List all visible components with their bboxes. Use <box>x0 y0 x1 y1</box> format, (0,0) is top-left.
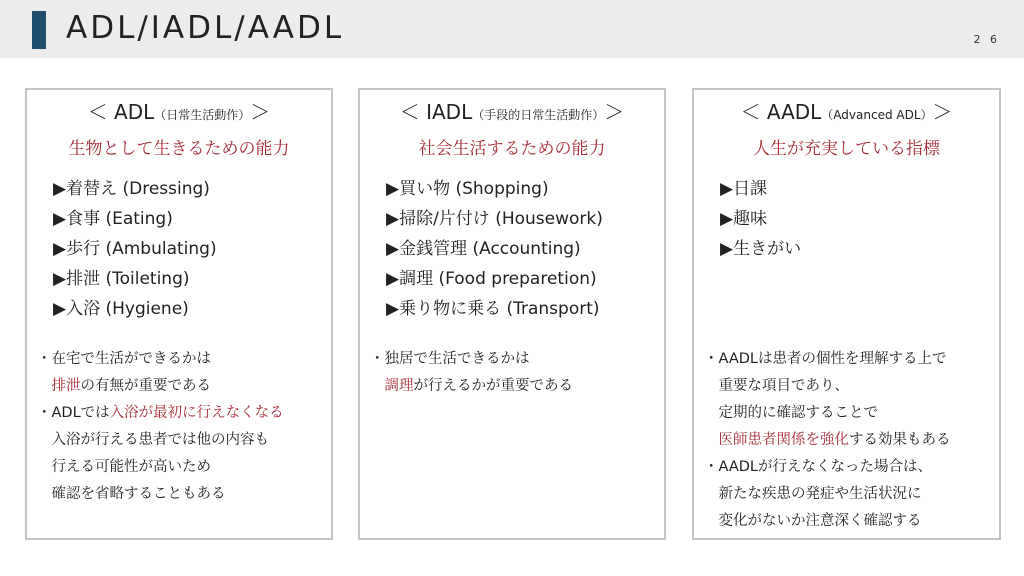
note-text: する効果もある <box>849 432 951 448</box>
note-line <box>704 481 951 508</box>
slide-title: ADL/IADL/AADL <box>66 10 345 46</box>
note-highlight: 調理 <box>384 378 414 394</box>
list-item: ▶日課 <box>720 179 768 199</box>
card-heading <box>694 98 999 129</box>
note-line <box>704 373 951 400</box>
note-line <box>704 400 951 427</box>
list-item: ▶調理 (Food preparetion) <box>386 269 597 289</box>
item-list <box>720 174 801 264</box>
card-heading <box>360 98 664 129</box>
note-line <box>704 427 951 454</box>
header-accent-bar <box>32 11 46 49</box>
card-iadl <box>358 88 666 540</box>
note-line: ・独居で生活できるかは <box>370 351 530 367</box>
card-adl <box>25 88 333 540</box>
note-text: 重要な項目であり、 <box>718 378 849 394</box>
list-item: ▶入浴 (Hygiene) <box>53 299 189 319</box>
list-item: ▶歩行 (Ambulating) <box>53 239 217 259</box>
page-number: 2 6 <box>973 33 1000 46</box>
notes-list <box>370 346 573 400</box>
card-heading-sub: （手段的日常生活動作） <box>472 108 605 122</box>
note-line <box>37 373 284 400</box>
note-line: ・AADLが行えなくなった場合は、 <box>704 459 932 475</box>
note-highlight: 医師患者関係を強化 <box>718 432 849 448</box>
list-item: ▶排泄 (Toileting) <box>53 269 190 289</box>
note-text: が行えるかが重要である <box>413 378 573 394</box>
note-line <box>37 427 284 454</box>
note-text: 新たな疾患の発症や生活状況に <box>718 486 922 502</box>
card-heading <box>27 98 331 129</box>
note-line <box>37 400 284 427</box>
note-line <box>370 373 573 400</box>
note-text: ・ADLでは <box>37 405 110 421</box>
note-highlight: 排泄 <box>51 378 81 394</box>
list-item: ▶掃除/片付け (Housework) <box>386 209 603 229</box>
note-text: 定期的に確認することで <box>718 405 878 421</box>
note-highlight: 入浴が最初に行えなくなる <box>109 405 284 421</box>
note-text: 変化がないか注意深く確認する <box>718 513 922 529</box>
note-text: 入浴が行える患者では他の内容も <box>51 432 269 448</box>
list-item: ▶買い物 (Shopping) <box>386 179 549 199</box>
card-heading-main: ＜ AADL <box>740 100 822 124</box>
card-heading-end: ＞ <box>604 100 625 124</box>
note-line <box>37 481 284 508</box>
note-text: 確認を省略することもある <box>51 486 226 502</box>
card-subtitle: 人生が充実している指標 <box>753 139 940 159</box>
card-heading-sub: （日常生活動作） <box>154 108 251 122</box>
list-item: ▶趣味 <box>720 209 768 229</box>
note-line <box>37 454 284 481</box>
note-text: の有無が重要である <box>80 378 211 394</box>
slide-header <box>0 0 1024 58</box>
note-line <box>704 508 951 535</box>
list-item: ▶金銭管理 (Accounting) <box>386 239 581 259</box>
card-heading-end: ＞ <box>932 100 953 124</box>
item-list <box>386 174 603 324</box>
card-heading-sub: （Advanced ADL） <box>821 108 933 122</box>
list-item: ▶食事 (Eating) <box>53 209 173 229</box>
notes-list <box>704 346 951 535</box>
card-heading-main: ＜ ADL <box>87 100 155 124</box>
note-line: ・在宅で生活ができるかは <box>37 351 211 367</box>
card-subtitle: 生物として生きるための能力 <box>68 139 290 159</box>
note-text: 行える可能性が高いため <box>51 459 211 475</box>
list-item: ▶着替え (Dressing) <box>53 179 210 199</box>
note-line: ・AADLは患者の個性を理解する上で <box>704 351 947 367</box>
card-heading-end: ＞ <box>250 100 271 124</box>
card-subtitle: 社会生活するための能力 <box>418 139 606 159</box>
card-heading-main: ＜ IADL <box>399 100 473 124</box>
list-item: ▶生きがい <box>720 239 802 259</box>
item-list <box>53 174 217 324</box>
list-item: ▶乗り物に乗る (Transport) <box>386 299 600 319</box>
card-aadl <box>692 88 1001 540</box>
notes-list <box>37 346 284 508</box>
